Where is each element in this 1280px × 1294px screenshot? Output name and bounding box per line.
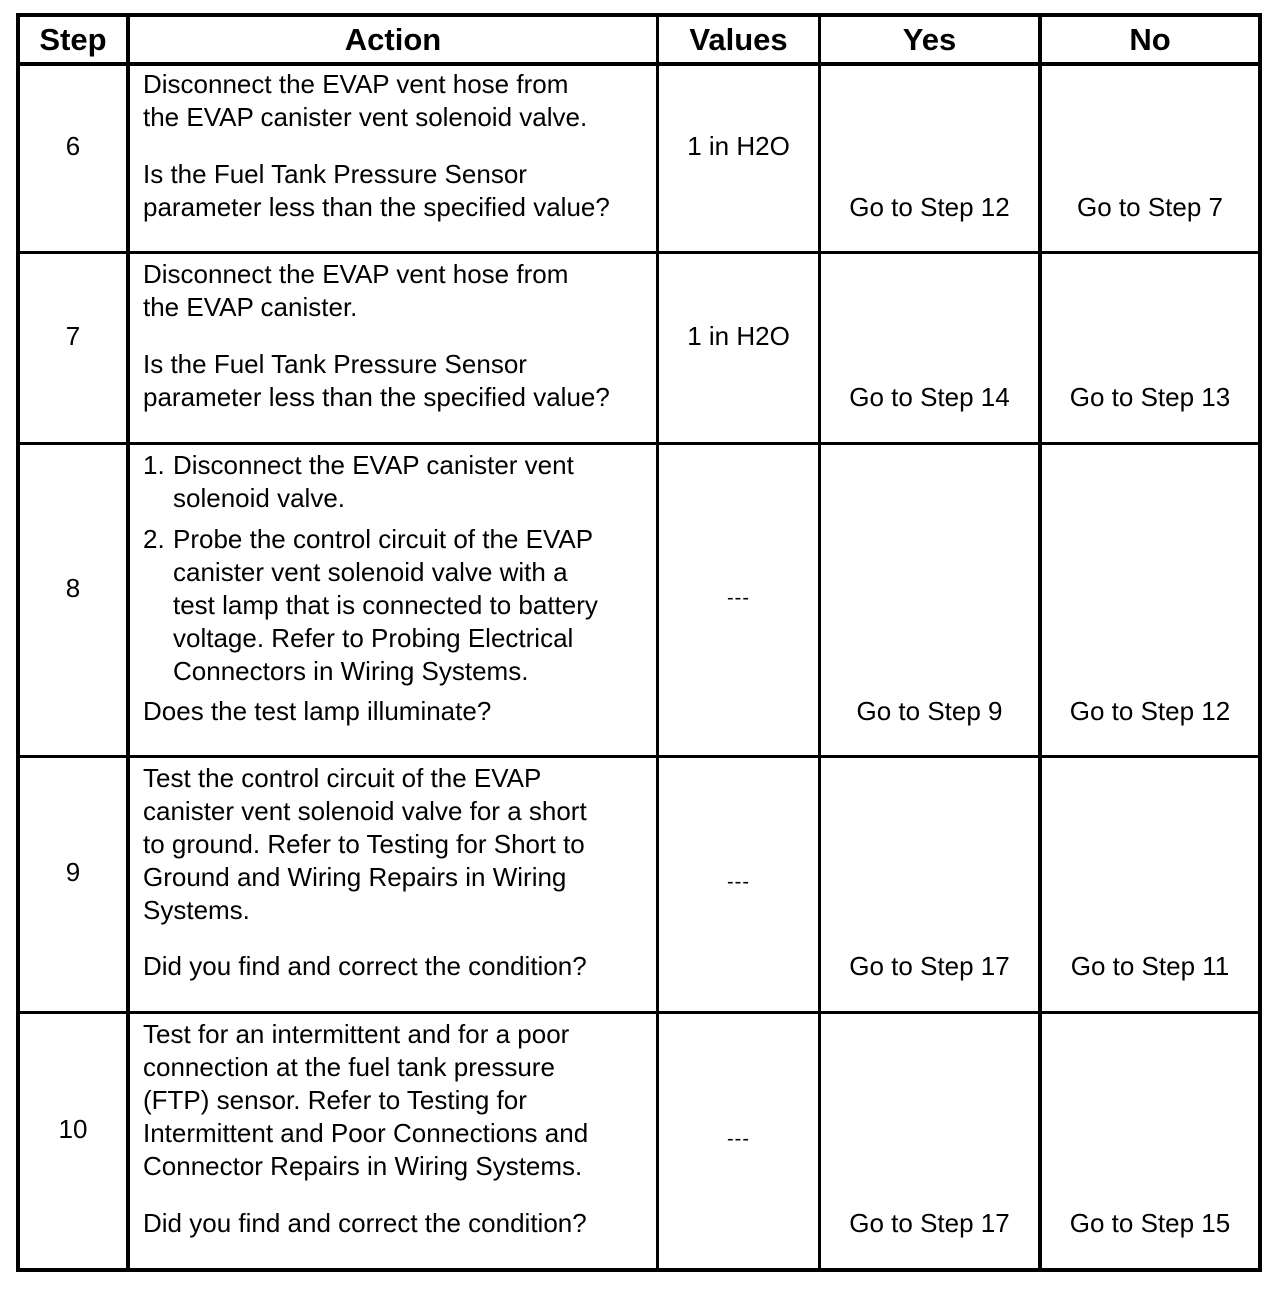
header-action: Action: [344, 21, 442, 57]
value-cell: ---: [727, 871, 750, 893]
no-cell: Go to Step 13: [1069, 382, 1231, 412]
action-question: Is the Fuel Tank Pressure Sensor parameter less than the specified value?: [143, 159, 610, 222]
column-divider: [656, 13, 659, 1272]
table-border-left: [16, 13, 20, 1272]
table-border-right: [1258, 13, 1262, 1272]
column-divider: [126, 13, 130, 1272]
action-question: Does the test lamp illuminate?: [143, 696, 492, 726]
action-question: Did you find and correct the condition?: [143, 951, 587, 981]
action-text: Disconnect the EVAP vent hose from the EVAP canister vent solenoid valve.: [143, 69, 588, 132]
step-number: 8: [65, 573, 81, 603]
row-divider: [16, 62, 1262, 66]
row-divider: [16, 1011, 1262, 1014]
yes-cell: Go to Step 14: [849, 382, 1010, 412]
action-question: Is the Fuel Tank Pressure Sensor parameter less than the specified value?: [143, 349, 610, 412]
no-cell: Go to Step 15: [1069, 1208, 1231, 1238]
table-border-bottom: [16, 1268, 1262, 1272]
action-text: Test the control circuit of the EVAP canister vent solenoid valve for a short to ground. Refer to Testing for Short to Ground and Wiring Repairs in Wiring Systems.: [143, 763, 587, 925]
value-cell: ---: [727, 587, 750, 609]
value-cell: 1 in H2O: [687, 131, 790, 161]
list-item: 1. Disconnect the EVAP canister vent solenoid valve.: [143, 450, 574, 513]
action-text: Disconnect the EVAP vent hose from the EVAP canister.: [143, 259, 569, 322]
list-item-number: 1.: [143, 450, 165, 480]
header-yes: Yes: [902, 21, 957, 57]
header-step: Step: [39, 21, 107, 57]
header-values: Values: [689, 21, 788, 57]
value-cell: 1 in H2O: [687, 321, 790, 351]
yes-cell: Go to Step 17: [849, 951, 1010, 981]
action-list: [143, 449, 648, 688]
step-number: 7: [65, 321, 81, 351]
no-cell: Go to Step 12: [1069, 696, 1231, 726]
row-divider: [16, 442, 1262, 445]
no-cell: Go to Step 11: [1070, 951, 1230, 981]
no-cell: Go to Step 7: [1077, 192, 1223, 222]
step-number: 6: [65, 131, 81, 161]
list-item: 2. Probe the control circuit of the EVAP canister vent solenoid valve with a test lamp that is connected to battery voltage. Refer to Probing Electrical Connectors in Wiring Systems.: [143, 524, 598, 686]
action-question: Did you find and correct the condition?: [143, 1208, 587, 1238]
yes-cell: Go to Step 9: [856, 696, 1003, 726]
row-divider: [16, 755, 1262, 758]
yes-cell: Go to Step 12: [849, 192, 1010, 222]
step-number: 9: [65, 857, 81, 887]
step-number: 10: [58, 1114, 88, 1144]
yes-cell: Go to Step 17: [849, 1208, 1010, 1238]
value-cell: ---: [727, 1128, 750, 1150]
action-text: Test for an intermittent and for a poor connection at the fuel tank pressure (FTP) sensor. Refer to Testing for Intermittent and Poor Connections and Connector Repairs in Wiring Systems.: [143, 1019, 589, 1181]
header-no: No: [1129, 21, 1171, 57]
list-item-number: 2.: [143, 524, 165, 554]
row-divider: [16, 251, 1262, 254]
